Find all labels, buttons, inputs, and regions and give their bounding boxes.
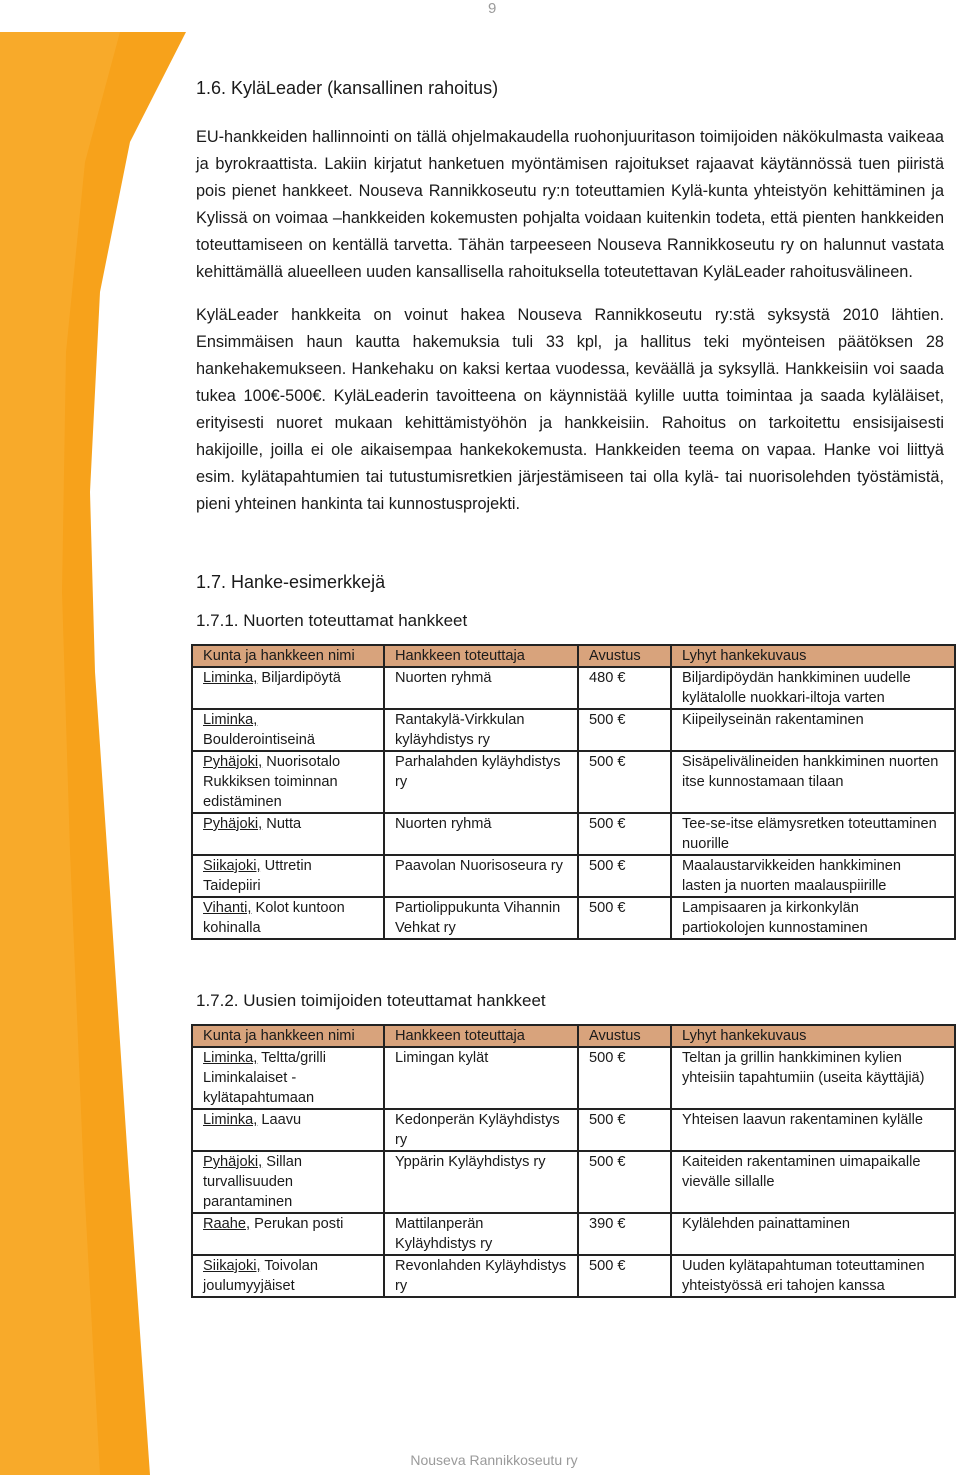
cell-grant-amount: 500 € [578,1255,671,1297]
kyla-leader-paragraph-1: EU-hankkeiden hallinnointi on tällä ohjelmakaudella ruohonjuuritason toimijoiden näkökulmasta vaikeaa ja byrokraattista. Lakiin kirjatut hanketuen myöntämisen rajoitukset rajaavat käytännössä tuen piiristä pois pienet hankkeet. Nouseva Rannikkoseutu ry:n toteuttamien Kylä-kunta yhteistyön kehittäminen ja Kylissä on voimaa –hankkeiden kokemusten pohjalta voidaan kuitenkin todeta, että pienten hankkeiden toteuttamiseen on kentällä tarvetta. Tähän tarpeeseen Nouseva Rannikkoseutu ry on halunnut vastata kehittämällä alueelleen uuden kansallisella rahoituksella toteutettavan KyläLeader rahoitusvälineen. [196,128,944,281]
project-name: Sillan turvallisuuden parantaminen [203,1154,302,1210]
youth-projects-table [191,644,956,940]
header-description: Lyhyt hankekuvaus [671,645,955,667]
table-row [192,1213,955,1255]
page-content [196,76,944,1298]
cell-municipality-project [192,1047,384,1109]
cell-description: Sisäpelivälineiden hankkiminen nuorten itse kunnostamaan tilaan [671,751,955,813]
cell-implementer: Mattilanperän Kyläyhdistys ry [384,1213,578,1255]
cell-municipality-project [192,709,384,751]
cell-municipality-project [192,1213,384,1255]
orange-page-decoration [0,32,190,1475]
project-name: Boulderointiseinä [203,732,315,748]
municipality-name: Pyhäjoki, [203,1154,263,1170]
project-name: Perukan posti [254,1216,344,1232]
header-grant: Avustus [578,645,671,667]
cell-grant-amount: 480 € [578,667,671,709]
municipality-name: Pyhäjoki, [203,754,263,770]
cell-municipality-project [192,813,384,855]
cell-municipality-project [192,751,384,813]
cell-implementer: Revonlahden Kyläyhdistys ry [384,1255,578,1297]
project-name: Kolot kuntoon kohinalla [203,900,345,936]
table-row [192,813,955,855]
cell-grant-amount: 500 € [578,1151,671,1213]
cell-implementer: Limingan kylät [384,1047,578,1109]
header-implementer: Hankkeen toteuttaja [384,1025,578,1047]
project-name: Toivolan joulumyyjäiset [203,1258,318,1294]
cell-description: Kylälehden painattaminen [671,1213,955,1255]
cell-implementer: Kedonperän Kyläyhdistys ry [384,1109,578,1151]
municipality-name: Liminka, [203,1112,258,1128]
table-row [192,1047,955,1109]
project-name: Nuorisotalo Rukkiksen toiminnan edistäminen [203,754,341,810]
kyla-leader-paragraph-2: KyläLeader hankkeita on voinut hakea Nouseva Rannikkoseutu ry:stä syksystä 2010 lähtien. Ensimmäisen haun kautta hakemuksia tuli 33 kpl, ja hallitus teki myönteisen päätöksen 28 hankehakemukseen. Hankehaku on kaksi kertaa vuodessa, keväällä ja syksyllä. Hankkeisiin voi saada tukea 100€-500€. KyläLeaderin tavoitteena on käynnistää kylille uutta toimintaa ja saada kyläläiset, erityisesti nuoret mukaan kehittämistyöhön ja hankkeisiin. Rahoitus on tarkoitettu ensisijaisesti hakijoille, joilla ei ole aikaisempaa hankekokemusta. Hankkeiden teema on vapaa. Hanke voi liittyä esim. kylätapahtumien tai tutustumisretkien järjestämiseen tai olla kylä- tai nuorisolehden työstämistä, pieni yhteinen hankinta tai kunnostusprojekti. [196,306,944,513]
header-description: Lyhyt hankekuvaus [671,1025,955,1047]
table-header-row [192,645,955,667]
project-name: Uttretin Taidepiiri [203,858,312,894]
subsection-title-1-7-1: 1.7.1. Nuorten toteuttamat hankkeet [196,611,468,630]
cell-implementer: Paavolan Nuorisoseura ry [384,855,578,897]
section-title-1-6: 1.6. KyläLeader (kansallinen rahoitus) [196,78,499,98]
project-name: Nutta [266,816,302,832]
cell-description: Kiipeilyseinän rakentaminen [671,709,955,751]
cell-description: Uuden kylätapahtuman toteuttaminen yhteistyössä eri tahojen kanssa [671,1255,955,1297]
table-row [192,709,955,751]
cell-implementer: Nuorten ryhmä [384,813,578,855]
cell-municipality-project [192,1151,384,1213]
cell-description: Maalaustarvikkeiden hankkiminen lasten ja nuorten maalauspiirille [671,855,955,897]
cell-municipality-project [192,855,384,897]
table-header-row [192,1025,955,1047]
municipality-name: Liminka, [203,670,258,686]
table-row [192,1255,955,1297]
cell-implementer: Yppärin Kyläyhdistys ry [384,1151,578,1213]
cell-municipality-project [192,1109,384,1151]
municipality-name: Liminka, [203,712,258,728]
table-row [192,855,955,897]
cell-implementer: Parhalahden kyläyhdistys ry [384,751,578,813]
cell-description: Kaiteiden rakentaminen uimapaikalle vievälle sillalle [671,1151,955,1213]
municipality-name: Raahe, [203,1216,251,1232]
cell-grant-amount: 500 € [578,813,671,855]
municipality-name: Liminka, [203,1050,258,1066]
cell-grant-amount: 500 € [578,1047,671,1109]
project-name: Laavu [261,1112,302,1128]
header-municipality: Kunta ja hankkeen nimi [192,1025,384,1047]
table-row [192,751,955,813]
cell-municipality-project [192,667,384,709]
header-municipality: Kunta ja hankkeen nimi [192,645,384,667]
municipality-name: Pyhäjoki, [203,816,263,832]
cell-implementer: Partiolippukunta Vihannin Vehkat ry [384,897,578,939]
section-title-1-7: 1.7. Hanke-esimerkkejä [196,572,386,592]
subsection-title-1-7-2: 1.7.2. Uusien toimijoiden toteuttamat hankkeet [196,991,546,1010]
cell-grant-amount: 500 € [578,855,671,897]
cell-description: Tee-se-itse elämysretken toteuttaminen nuorille [671,813,955,855]
municipality-name: Vihanti, [203,900,252,916]
new-actors-projects-table [191,1024,956,1298]
cell-grant-amount: 500 € [578,1109,671,1151]
cell-grant-amount: 500 € [578,751,671,813]
cell-municipality-project [192,1255,384,1297]
table-row [192,667,955,709]
cell-description: Yhteisen laavun rakentaminen kylälle [671,1109,955,1151]
cell-description: Teltan ja grillin hankkiminen kylien yhteisiin tapahtumiin (useita käyttäjiä) [671,1047,955,1109]
cell-municipality-project [192,897,384,939]
header-implementer: Hankkeen toteuttaja [384,645,578,667]
project-name: Biljardipöytä [261,670,341,686]
cell-description: Biljardipöydän hankkiminen uudelle kylätalolle nuokkari-iltoja varten [671,667,955,709]
page-number: 9 [488,0,497,17]
cell-implementer: Rantakylä-Virkkulan kyläyhdistys ry [384,709,578,751]
table-row [192,1109,955,1151]
municipality-name: Siikajoki, [203,1258,261,1274]
municipality-name: Siikajoki, [203,858,261,874]
footer-organization: Nouseva Rannikkoseutu ry [410,1452,578,1468]
cell-implementer: Nuorten ryhmä [384,667,578,709]
cell-grant-amount: 500 € [578,897,671,939]
cell-description: Lampisaaren ja kirkonkylän partiokolojen kunnostaminen [671,897,955,939]
table-row [192,1151,955,1213]
cell-grant-amount: 500 € [578,709,671,751]
cell-grant-amount: 390 € [578,1213,671,1255]
table-row [192,897,955,939]
header-grant: Avustus [578,1025,671,1047]
project-name: Teltta/grilli Liminkalaiset - kylätapahtumaan [203,1050,327,1106]
